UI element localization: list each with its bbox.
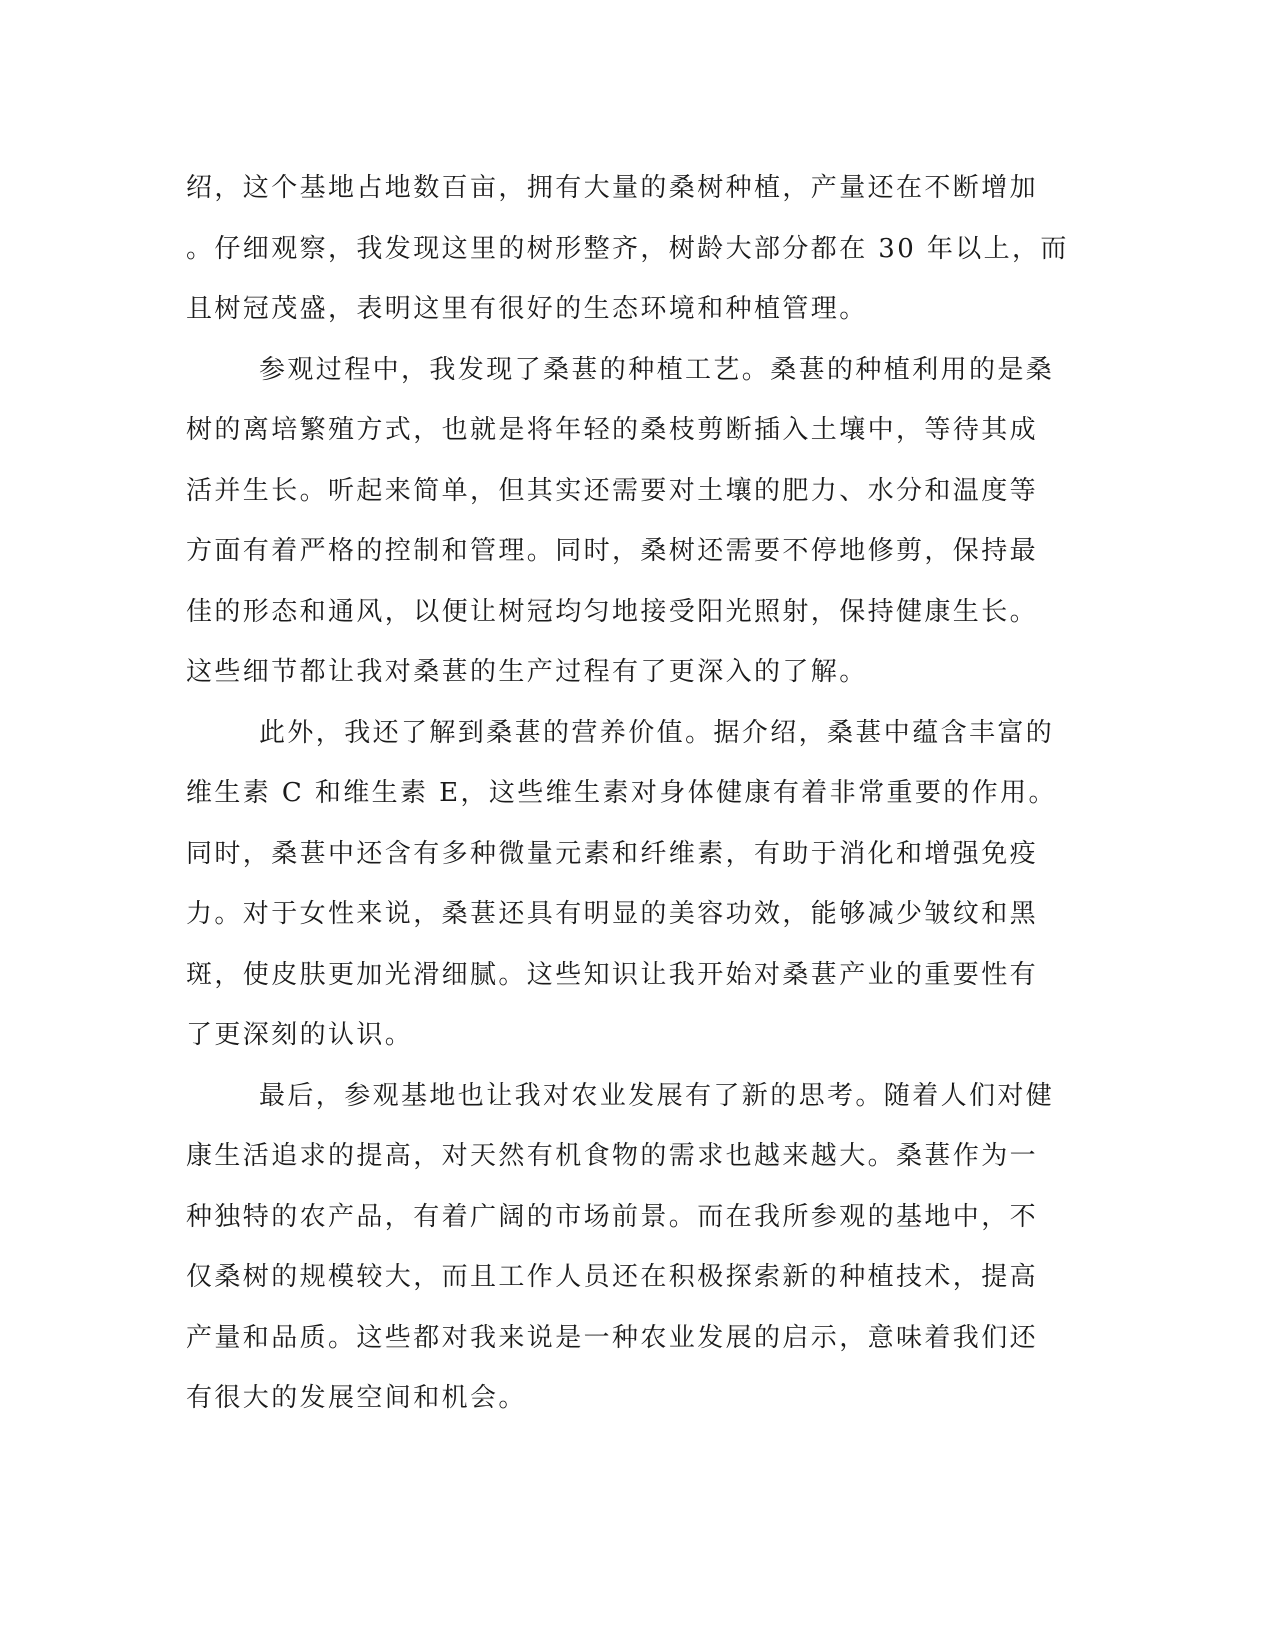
text-line: 产量和品质。这些都对我来说是一种农业发展的启示，意味着我们还 — [186, 1322, 1039, 1353]
paragraph-first-line: 此外，我还了解到桑葚的营养价值。据介绍，桑葚中蕴含丰富的 — [259, 717, 1055, 748]
text-line: 方面有着严格的控制和管理。同时，桑树还需要不停地修剪，保持最 — [186, 536, 1039, 566]
text-line: 活并生长。听起来简单，但其实还需要对土壤的肥力、水分和温度等 — [186, 475, 1039, 506]
text-line: 种独特的农产品，有着广阔的市场前景。而在我所参观的基地中，不 — [186, 1201, 1039, 1232]
text-line: 斑，使皮肤更加光滑细腻。这些知识让我开始对桑葚产业的重要性有 — [186, 959, 1039, 990]
text-line: 同时，桑葚中还含有多种微量元素和纤维素，有助于消化和增强免疫 — [186, 838, 1039, 869]
text-line: 佳的形态和通风，以便让树冠均匀地接受阳光照射，保持健康生长。 — [186, 596, 1039, 627]
text-line: 了更深刻的认识。 — [186, 1020, 414, 1050]
text-line: 这些细节都让我对桑葚的生产过程有了更深入的了解。 — [186, 657, 868, 687]
text-line: 仅桑树的规模较大，而且工作人员还在积极探索新的种植技术，提高 — [186, 1262, 1039, 1292]
text-line: 维生素 C 和维生素 E，这些维生素对身体健康有着非常重要的作用。 — [186, 778, 1057, 808]
text-line: 绍，这个基地占地数百亩，拥有大量的桑树种植，产量还在不断增加 — [186, 173, 1039, 203]
text-line: 。仔细观察，我发现这里的树形整齐，树龄大部分都在 30 年以上，而 — [186, 233, 1069, 264]
paragraph-first-line: 参观过程中，我发现了桑葚的种植工艺。桑葚的种植利用的是桑 — [259, 354, 1055, 385]
body-text — [186, 158, 1086, 1429]
text-line: 有很大的发展空间和机会。 — [186, 1383, 527, 1413]
text-line: 力。对于女性来说，桑葚还具有明显的美容功效，能够减少皱纹和黑 — [186, 899, 1039, 929]
text-line: 康生活追求的提高，对天然有机食物的需求也越来越大。桑葚作为一 — [186, 1141, 1039, 1171]
text-line: 且树冠茂盛，表明这里有很好的生态环境和种植管理。 — [186, 294, 868, 324]
text-line: 树的离培繁殖方式，也就是将年轻的桑枝剪断插入土壤中，等待其成 — [186, 415, 1039, 445]
paragraph-first-line: 最后，参观基地也让我对农业发展有了新的思考。随着人们对健 — [259, 1080, 1055, 1111]
